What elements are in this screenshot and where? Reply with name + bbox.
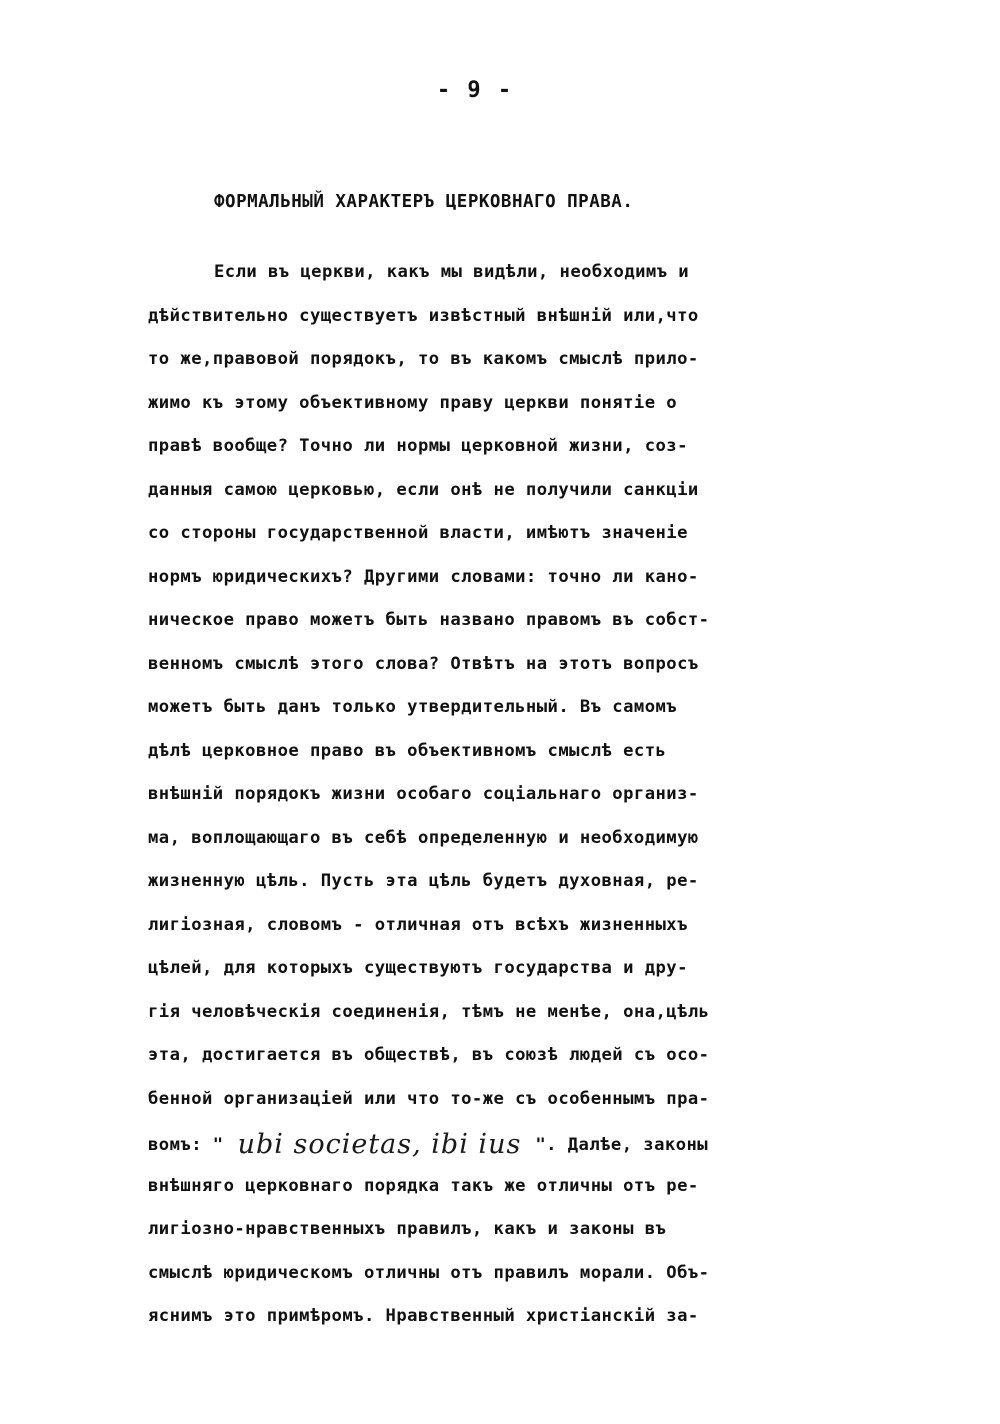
quote-prefix: вомъ: "	[148, 1135, 224, 1155]
text-line: венномъ смыслѣ этого слова? Отвѣтъ на этотъ вопросъ	[148, 653, 699, 674]
text-line: то же,правовой порядокъ, то въ какомъ смыслѣ прило-	[148, 349, 699, 369]
text-line: бенной организаціей или что то-же съ особеннымъ пра-	[148, 1088, 710, 1109]
text-line: ническое право можетъ быть названо правомъ въ собст-	[148, 610, 710, 630]
text-line: эта, достигается въ обществѣ, въ союзѣ людей съ осо-	[148, 1045, 710, 1065]
text-line: данныя самою церковью, если онѣ не получили санкціи	[148, 479, 699, 500]
text-line: внѣшній порядокъ жизни особаго соціальнаго организ-	[148, 784, 699, 804]
text-line: ма, воплощающаго въ себѣ определенную и необходимую	[148, 827, 699, 848]
text-line: внѣшняго церковнаго порядка такъ же отличны отъ ре-	[148, 1175, 699, 1196]
section-title: ФОРМАЛЬНЫЙ ХАРАКТЕРЪ ЦЕРКОВНАГО ПРАВА.	[214, 192, 634, 212]
text-line: дѣлѣ церковное право въ объективномъ смыслѣ есть	[148, 740, 667, 761]
text-line: можетъ быть данъ только утвердительный. Въ самомъ	[148, 697, 678, 717]
text-line: дѣйствительно существуетъ извѣстный внѣшній или,что	[148, 305, 699, 326]
quote-line	[148, 1128, 848, 1172]
text-line: цѣлей, для которыхъ существуютъ государства и дру-	[148, 958, 688, 978]
text-line: яснимъ это примѣромъ. Нравственный христіанскій за-	[148, 1306, 699, 1326]
page-number: - 9 -	[436, 78, 514, 103]
text-line: гія человѣческія соединенія, тѣмъ не менѣе, она,цѣль	[148, 1001, 710, 1022]
text-line: нормъ юридическихъ? Другими словами: точно ли кано-	[148, 566, 699, 587]
text-line: жимо къ этому объективному праву церкви понятіе о	[148, 392, 678, 413]
text-line: Если въ церкви, какъ мы видѣли, необходимъ и	[214, 262, 690, 282]
text-line: жизненную цѣль. Пусть эта цѣль будетъ духовная, ре-	[148, 871, 699, 891]
handwritten-latin-phrase: ubi societas, ibi ius	[237, 1129, 522, 1160]
text-line: лигіозно-нравственныхъ правилъ, какъ и законы въ	[148, 1219, 667, 1239]
quote-suffix: ". Далѣе, законы	[535, 1135, 709, 1155]
text-line: лигіозная, словомъ - отличная отъ всѣхъ жизненныхъ	[148, 914, 688, 935]
text-line: со стороны государственной власти, имѣютъ значеніе	[148, 523, 688, 543]
text-line: правѣ вообще? Точно ли нормы церковной жизни, соз-	[148, 436, 688, 456]
text-line: смыслѣ юридическомъ отличны отъ правилъ морали. Объ-	[148, 1262, 710, 1283]
body-text	[148, 258, 848, 1346]
